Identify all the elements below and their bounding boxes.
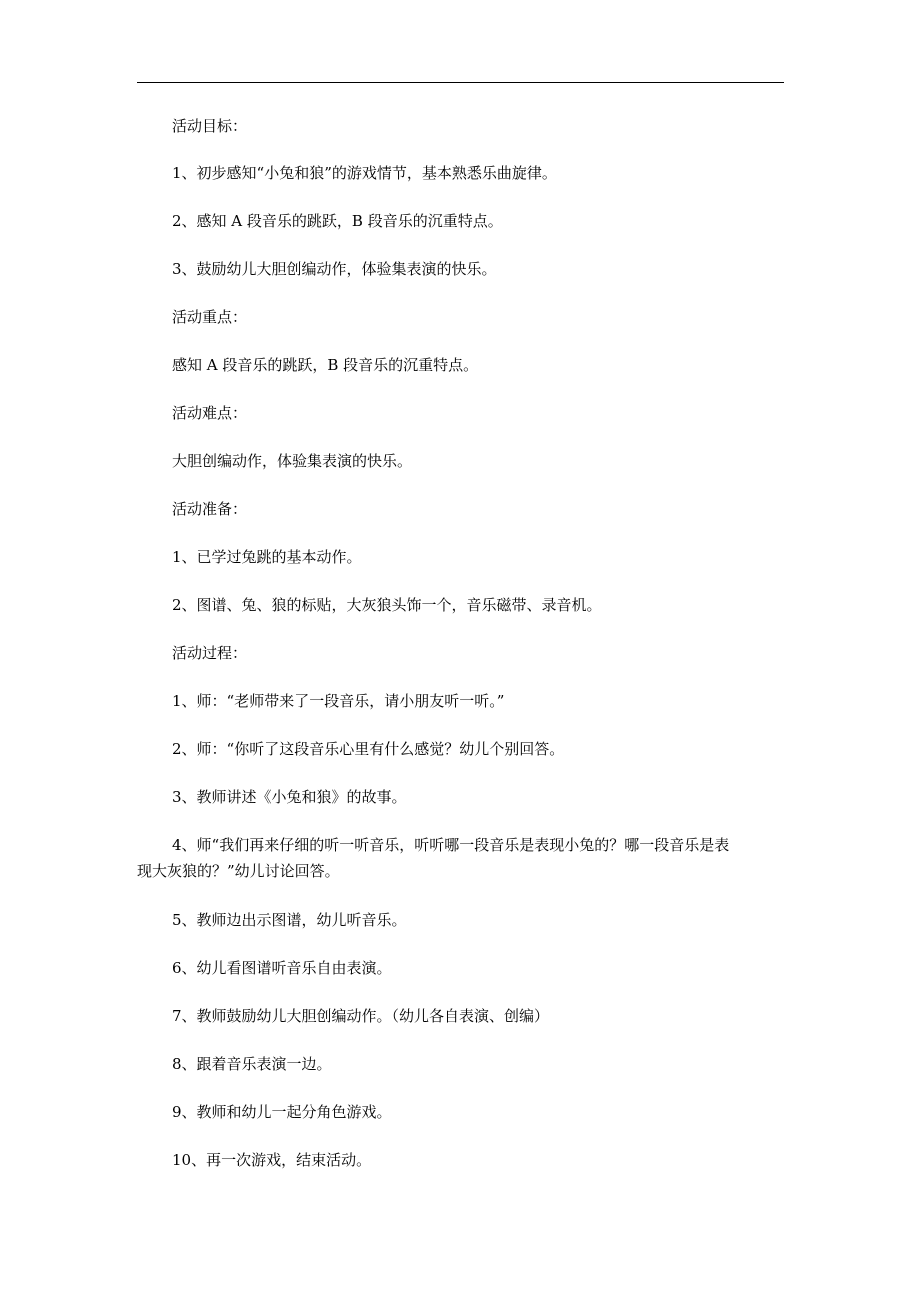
process-step-4-line-2: 现大灰狼的？”幼儿讨论回答。 <box>137 862 340 880</box>
process-step-4-line-1: 4、师“我们再来仔细的听一听音乐，听听哪一段音乐是表现小兔的？哪一段音乐是表 <box>172 836 730 854</box>
preparation-item-1: 1、已学过兔跳的基本动作。 <box>172 548 362 566</box>
process-step-1: 1、师：“老师带来了一段音乐，请小朋友听一听。” <box>172 692 505 710</box>
preparation-item-2: 2、图谱、兔、狼的标贴，大灰狼头饰一个，音乐磁带、录音机。 <box>172 596 602 614</box>
process-step-2: 2、师：“你听了这段音乐心里有什么感觉？幼儿个别回答。 <box>172 740 565 758</box>
heading-preparation: 活动准备： <box>172 500 248 518</box>
process-step-7: 7、教师鼓励幼儿大胆创编动作。（幼儿各自表演、创编） <box>172 1007 550 1025</box>
process-step-8: 8、跟着音乐表演一边。 <box>172 1055 332 1073</box>
process-step-6: 6、幼儿看图谱听音乐自由表演。 <box>172 959 392 977</box>
heading-objectives: 活动目标： <box>172 117 248 135</box>
process-step-10: 10、再一次游戏，结束活动。 <box>172 1151 372 1169</box>
objective-item-1: 1、初步感知“小兔和狼”的游戏情节，基本熟悉乐曲旋律。 <box>172 164 557 182</box>
process-step-9: 9、教师和幼儿一起分角色游戏。 <box>172 1103 392 1121</box>
objective-item-2: 2、感知 A 段音乐的跳跃，B 段音乐的沉重特点。 <box>172 212 503 230</box>
heading-key-points: 活动重点： <box>172 308 248 326</box>
heading-difficulties: 活动难点： <box>172 404 248 422</box>
objective-item-3: 3、鼓励幼儿大胆创编动作，体验集表演的快乐。 <box>172 260 497 278</box>
difficulty-text: 大胆创编动作，体验集表演的快乐。 <box>172 452 413 470</box>
key-point-text: 感知 A 段音乐的跳跃，B 段音乐的沉重特点。 <box>172 356 479 374</box>
header-rule <box>137 82 784 83</box>
process-step-5: 5、教师边出示图谱，幼儿听音乐。 <box>172 911 407 929</box>
heading-process: 活动过程： <box>172 644 248 662</box>
process-step-3: 3、教师讲述《小兔和狼》的故事。 <box>172 788 407 806</box>
